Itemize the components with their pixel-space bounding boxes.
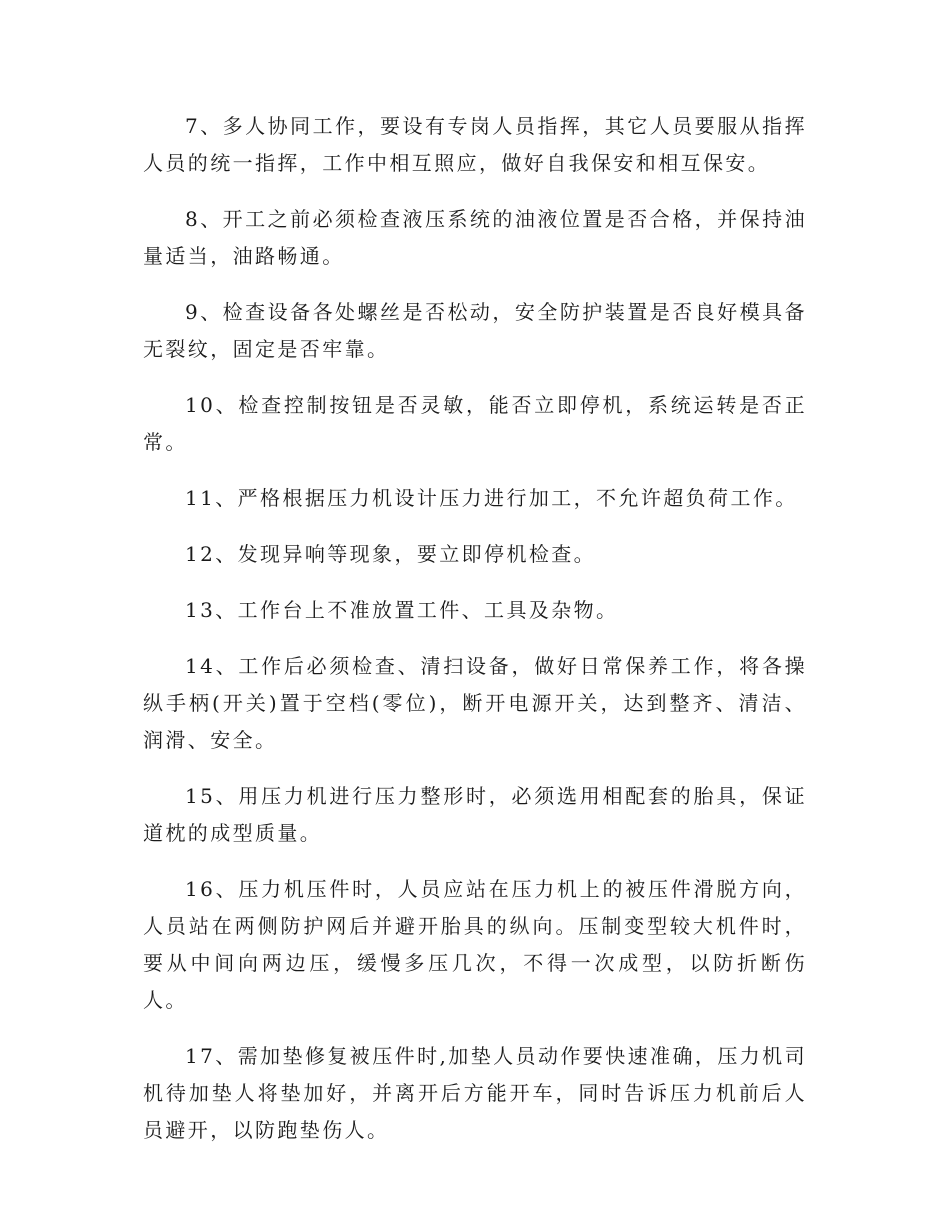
paragraph-9: 9、检查设备各处螺丝是否松动，安全防护装置是否良好模具备无裂纹，固定是否牢靠。 (143, 300, 807, 361)
paragraph-10: 10、检查控制按钮是否灵敏，能否立即停机，系统运转是否正常。 (143, 393, 807, 454)
paragraph-8: 8、开工之前必须检查液压系统的油液位置是否合格，并保持油量适当，油路畅通。 (143, 207, 807, 268)
document-body (143, 108, 807, 1168)
paragraph-11: 11、严格根据压力机设计压力进行加工，不允许超负荷工作。 (185, 486, 798, 510)
paragraph-16: 16、压力机压件时，人员应站在压力机上的被压件滑脱方向，人员站在两侧防护网后并避开胎具的纵向。压制变型较大机件时，要从中间向两边压，缓慢多压几次，不得一次成型，以防折断伤人。 (143, 877, 807, 1012)
paragraph-14: 14、工作后必须检查、清扫设备，做好日常保养工作，将各操纵手柄(开关)置于空档(零位)，断开电源开关，达到整齐、清洁、润滑、安全。 (143, 654, 807, 752)
paragraph-17: 17、需加垫修复被压件时,加垫人员动作要快速准确，压力机司机待加垫人将垫加好，并离开后方能开车，同时告诉压力机前后人员避开，以防跑垫伤人。 (143, 1044, 807, 1142)
paragraph-15: 15、用压力机进行压力整形时，必须选用相配套的胎具，保证道枕的成型质量。 (143, 784, 807, 845)
paragraph-12: 12、发现异响等现象，要立即停机检查。 (185, 542, 597, 566)
paragraph-7: 7、多人协同工作，要设有专岗人员指挥，其它人员要服从指挥人员的统一指挥，工作中相互照应，做好自我保安和相互保安。 (143, 114, 807, 175)
paragraph-13: 13、工作台上不准放置工件、工具及杂物。 (185, 598, 619, 622)
